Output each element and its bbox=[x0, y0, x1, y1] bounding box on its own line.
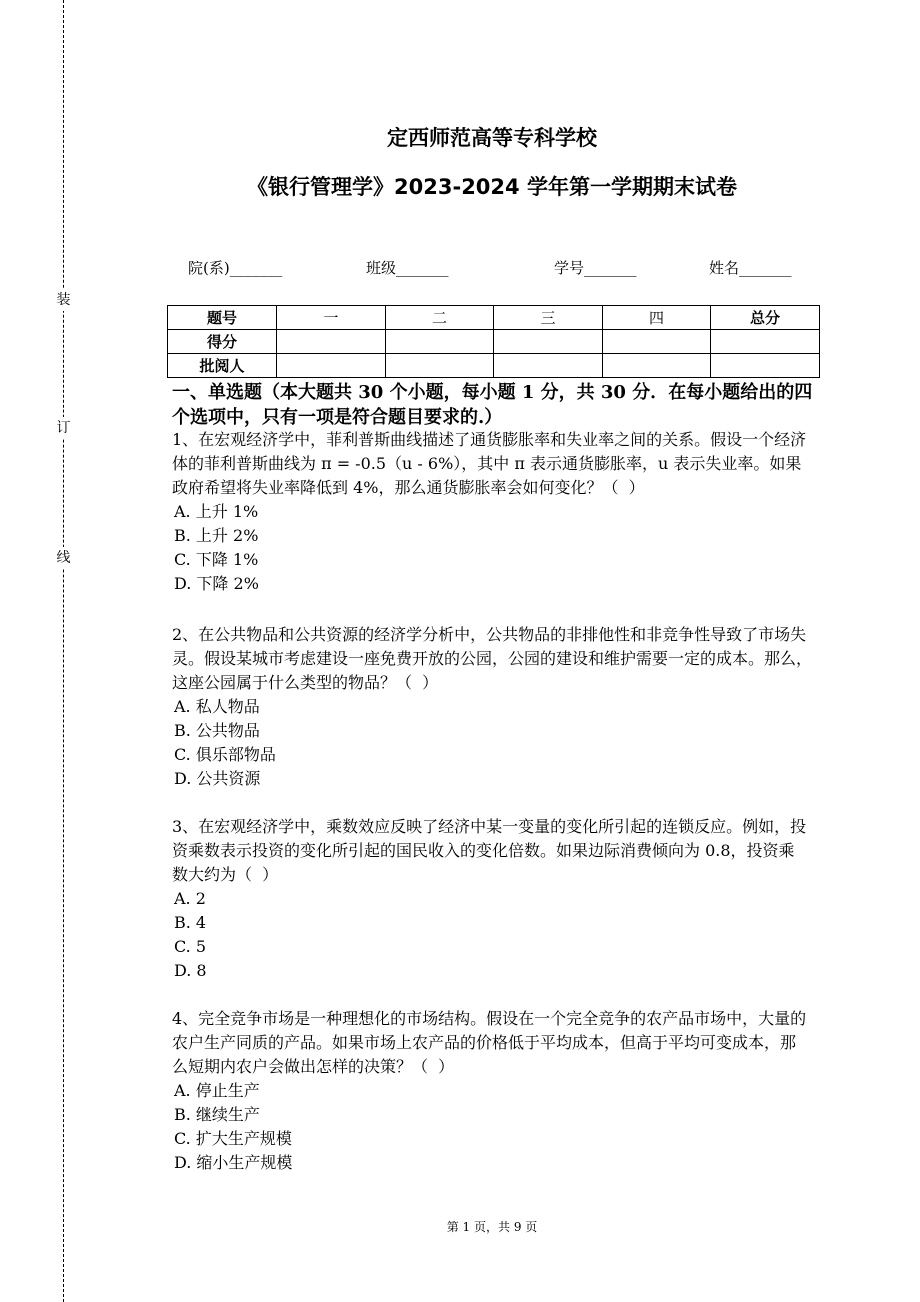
question-3 bbox=[172, 815, 806, 983]
score-table-row bbox=[168, 330, 820, 354]
question-4 bbox=[172, 1007, 806, 1175]
score-cell bbox=[711, 330, 820, 354]
section-heading bbox=[172, 380, 812, 430]
section-heading-line: 一、单选题（本大题共 30 个小题，每小题 1 分，共 30 分．在每小题给出的四 bbox=[172, 382, 813, 403]
answer-option-a: A. 停止生产 bbox=[174, 1081, 260, 1100]
binding-char-zhuang: 装 bbox=[54, 289, 73, 311]
table-header-cell: 一 bbox=[277, 306, 386, 330]
binding-dashed-line bbox=[63, 0, 64, 1302]
score-cell bbox=[386, 354, 494, 378]
answer-option-d: D. 缩小生产规模 bbox=[174, 1153, 293, 1172]
question-text-line: 数大约为（ ） bbox=[172, 865, 279, 884]
answer-option-b: B. 上升 2% bbox=[174, 526, 259, 545]
score-cell bbox=[603, 330, 711, 354]
school-name: 定西师范高等专科学校 bbox=[387, 126, 597, 150]
score-cell bbox=[711, 354, 820, 378]
answer-option-d: D. 下降 2% bbox=[174, 574, 259, 593]
answer-option-d: D. 公共资源 bbox=[174, 769, 261, 788]
table-header-cell: 总分 bbox=[711, 306, 820, 330]
answer-option-b: B. 4 bbox=[174, 913, 207, 932]
answer-option-a: A. 2 bbox=[174, 889, 206, 908]
department-field: 院(系)_______ bbox=[188, 259, 283, 277]
exam-title: 《银行管理学》2023-2024 学年第一学期期末试卷 bbox=[247, 175, 737, 199]
table-header-cell: 二 bbox=[386, 306, 494, 330]
score-cell bbox=[494, 354, 603, 378]
score-table bbox=[167, 305, 820, 378]
answer-option-a: A. 上升 1% bbox=[174, 502, 259, 521]
answer-option-a: A. 私人物品 bbox=[174, 697, 260, 716]
score-cell bbox=[494, 330, 603, 354]
question-text-line: 灵。假设某城市考虑建设一座免费开放的公园，公园的建设和维护需要一定的成本。那么， bbox=[172, 649, 813, 668]
score-cell bbox=[603, 354, 711, 378]
table-header-cell: 三 bbox=[494, 306, 603, 330]
table-header-cell: 四 bbox=[603, 306, 711, 330]
table-row-label: 批阅人 bbox=[168, 354, 277, 378]
section-heading-line: 个选项中，只有一项是符合题目要求的.） bbox=[172, 407, 503, 428]
question-1 bbox=[172, 428, 806, 596]
answer-option-b: B. 继续生产 bbox=[174, 1105, 260, 1124]
binding-char-xian: 线 bbox=[54, 547, 73, 569]
question-text-line: 政府希望将失业率降低到 4%，那么通货膨胀率会如何变化？（ ） bbox=[172, 478, 645, 497]
answer-option-c: C. 下降 1% bbox=[174, 550, 259, 569]
question-text-line: 么短期内农户会做出怎样的决策？（ ） bbox=[172, 1057, 455, 1076]
question-text-line: 农户生产同质的产品。如果市场上农产品的价格低于平均成本，但高于平均可变成本，那 bbox=[172, 1033, 797, 1052]
score-cell bbox=[277, 354, 386, 378]
student-id-field: 学号_______ bbox=[554, 259, 637, 277]
score-table-header-row bbox=[168, 306, 820, 330]
question-text-line: 4、完全竞争市场是一种理想化的市场结构。假设在一个完全竞争的农产品市场中，大量的 bbox=[172, 1009, 807, 1028]
question-text-line: 这座公园属于什么类型的物品？（ ） bbox=[172, 673, 439, 692]
table-header-cell: 题号 bbox=[168, 306, 277, 330]
name-field: 姓名_______ bbox=[709, 259, 792, 277]
question-text-line: 资乘数表示投资的变化所引起的国民收入的变化倍数。如果边际消费倾向为 0.8，投资乘 bbox=[172, 841, 795, 860]
question-text-line: 3、在宏观经济学中，乘数效应反映了经济中某一变量的变化所引起的连锁反应。例如，投 bbox=[172, 817, 807, 836]
question-text-line: 1、在宏观经济学中，菲利普斯曲线描述了通货膨胀率和失业率之间的关系。假设一个经济 bbox=[172, 430, 807, 449]
score-cell bbox=[277, 330, 386, 354]
question-text-line: 2、在公共物品和公共资源的经济学分析中，公共物品的非排他性和非竞争性导致了市场失 bbox=[172, 625, 807, 644]
answer-option-c: C. 5 bbox=[174, 937, 207, 956]
answer-option-d: D. 8 bbox=[174, 961, 207, 980]
binding-char-ding: 订 bbox=[54, 417, 73, 439]
answer-option-c: C. 俱乐部物品 bbox=[174, 745, 276, 764]
score-table-row bbox=[168, 354, 820, 378]
class-field: 班级_______ bbox=[366, 259, 449, 277]
page-number: 第 1 页，共 9 页 bbox=[446, 1220, 538, 1234]
score-cell bbox=[386, 330, 494, 354]
answer-option-b: B. 公共物品 bbox=[174, 721, 260, 740]
question-text-line: 体的菲利普斯曲线为 π = -0.5（u - 6%），其中 π 表示通货膨胀率，u 表示失业率。如果 bbox=[172, 454, 802, 473]
answer-option-c: C. 扩大生产规模 bbox=[174, 1129, 292, 1148]
table-row-label: 得分 bbox=[168, 330, 277, 354]
question-2 bbox=[172, 623, 812, 791]
